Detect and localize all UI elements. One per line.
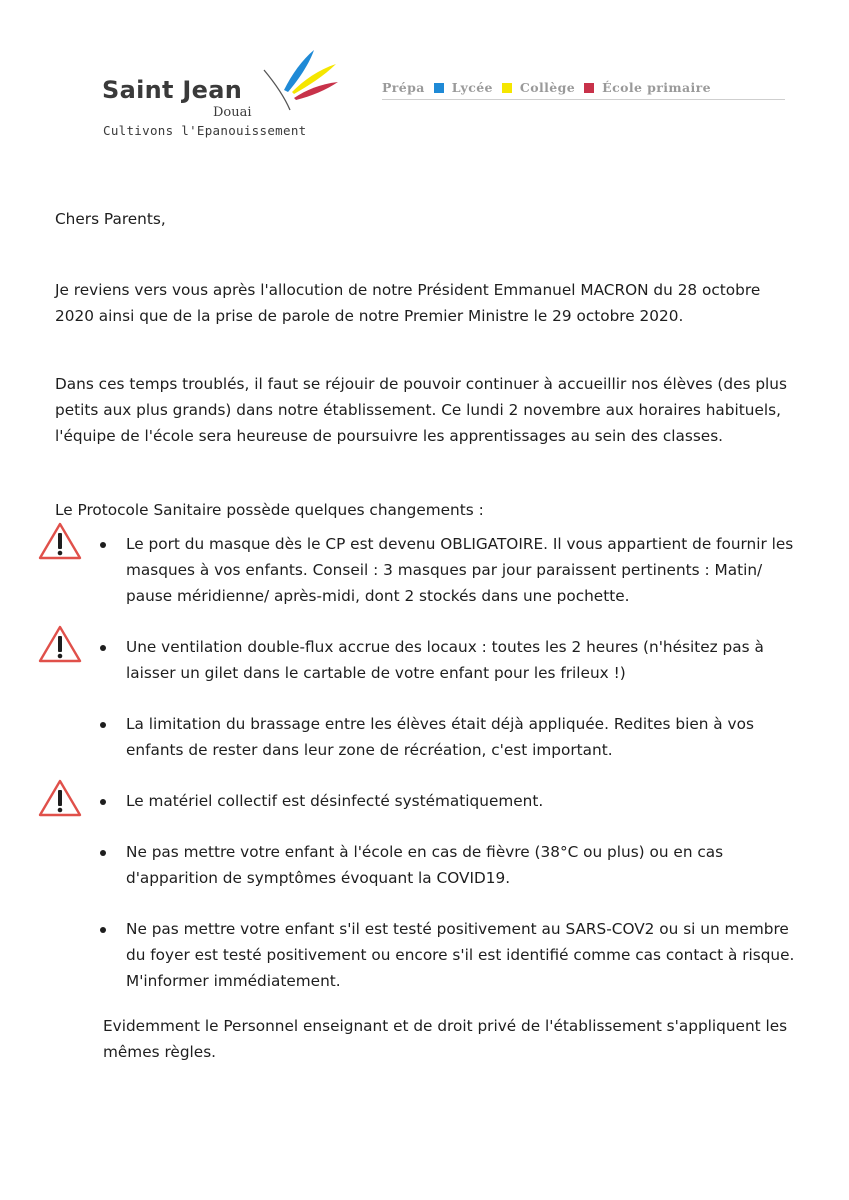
letter-body bbox=[55, 206, 800, 1065]
yellow-square-icon bbox=[502, 83, 512, 93]
greeting: Chers Parents, bbox=[55, 210, 166, 228]
school-levels-nav bbox=[382, 80, 785, 100]
protocol-item bbox=[55, 839, 800, 891]
warning-triangle-icon bbox=[37, 778, 83, 818]
nav-item-ecole-primaire: École primaire bbox=[602, 80, 711, 95]
protocol-item-text: Le matériel collectif est désinfecté systématiquement. bbox=[126, 792, 544, 810]
protocol-item-text: La limitation du brassage entre les élèves était déjà appliquée. Redites bien à vos enfants de rester dans leur zone de récréation, c'est important. bbox=[126, 715, 754, 759]
bullet-dot bbox=[100, 927, 106, 933]
nav-item-prepa: Prépa bbox=[382, 80, 425, 95]
bullet-dot bbox=[100, 645, 106, 651]
bullet-dot bbox=[100, 542, 106, 548]
protocol-item-text: Le port du masque dès le CP est devenu OBLIGATOIRE. Il vous appartient de fournir les masques à vos enfants. Conseil : 3 masques par jour paraissent pertinents : Matin/ pause méridienne/ après-midi, dont 2 stockés dans une pochette. bbox=[126, 535, 794, 605]
logo-name: Saint Jean bbox=[102, 76, 243, 104]
paragraph-welcome: Dans ces temps troublés, il faut se réjouir de pouvoir continuer à accueillir nos élèves (des plus petits aux plus grands) dans notre établissement. Ce lundi 2 novembre aux horaires habituels, l'équipe de l'école sera heureuse de poursuivre les apprentissages au sein des classes. bbox=[55, 375, 787, 445]
bullet-dot bbox=[100, 799, 106, 805]
letterhead bbox=[0, 0, 849, 150]
blue-square-icon bbox=[434, 83, 444, 93]
protocol-list bbox=[55, 531, 800, 994]
protocol-item-text: Ne pas mettre votre enfant à l'école en cas de fièvre (38°C ou plus) ou en cas d'apparition de symptômes évoquant la COVID19. bbox=[126, 843, 724, 887]
closing-paragraph: Evidemment le Personnel enseignant et de droit privé de l'établissement s'appliquent les mêmes règles. bbox=[103, 1017, 788, 1061]
protocol-item-text: Ne pas mettre votre enfant s'il est testé positivement au SARS-COV2 ou si un membre du foyer est testé positivement ou encore s'il est identifié comme cas contact à risque. M'informer immédiatement. bbox=[126, 920, 795, 990]
protocol-item bbox=[55, 531, 800, 609]
protocol-intro: Le Protocole Sanitaire possède quelques changements : bbox=[55, 501, 484, 519]
protocol-item bbox=[55, 711, 800, 763]
warning-triangle-icon bbox=[37, 624, 83, 664]
logo-tagline: Cultivons l'Epanouissement bbox=[103, 123, 307, 138]
logo-swoosh-icon bbox=[262, 46, 342, 116]
warning-triangle-icon bbox=[37, 521, 83, 561]
protocol-item bbox=[55, 788, 800, 814]
protocol-item bbox=[55, 916, 800, 994]
nav-item-lycee: Lycée bbox=[451, 80, 493, 95]
logo-city: Douai bbox=[213, 105, 252, 120]
red-square-icon bbox=[584, 83, 594, 93]
bullet-dot bbox=[100, 722, 106, 728]
nav-item-college: Collège bbox=[519, 80, 576, 95]
paragraph-announcement: Je reviens vers vous après l'allocution de notre Président Emmanuel MACRON du 28 octobre 2020 ainsi que de la prise de parole de notre Premier Ministre le 29 octobre 2020. bbox=[55, 281, 761, 325]
protocol-item bbox=[55, 634, 800, 686]
bullet-dot bbox=[100, 850, 106, 856]
protocol-item-text: Une ventilation double-flux accrue des locaux : toutes les 2 heures (n'hésitez pas à laisser un gilet dans le cartable de votre enfant pour les frileux !) bbox=[126, 638, 764, 682]
